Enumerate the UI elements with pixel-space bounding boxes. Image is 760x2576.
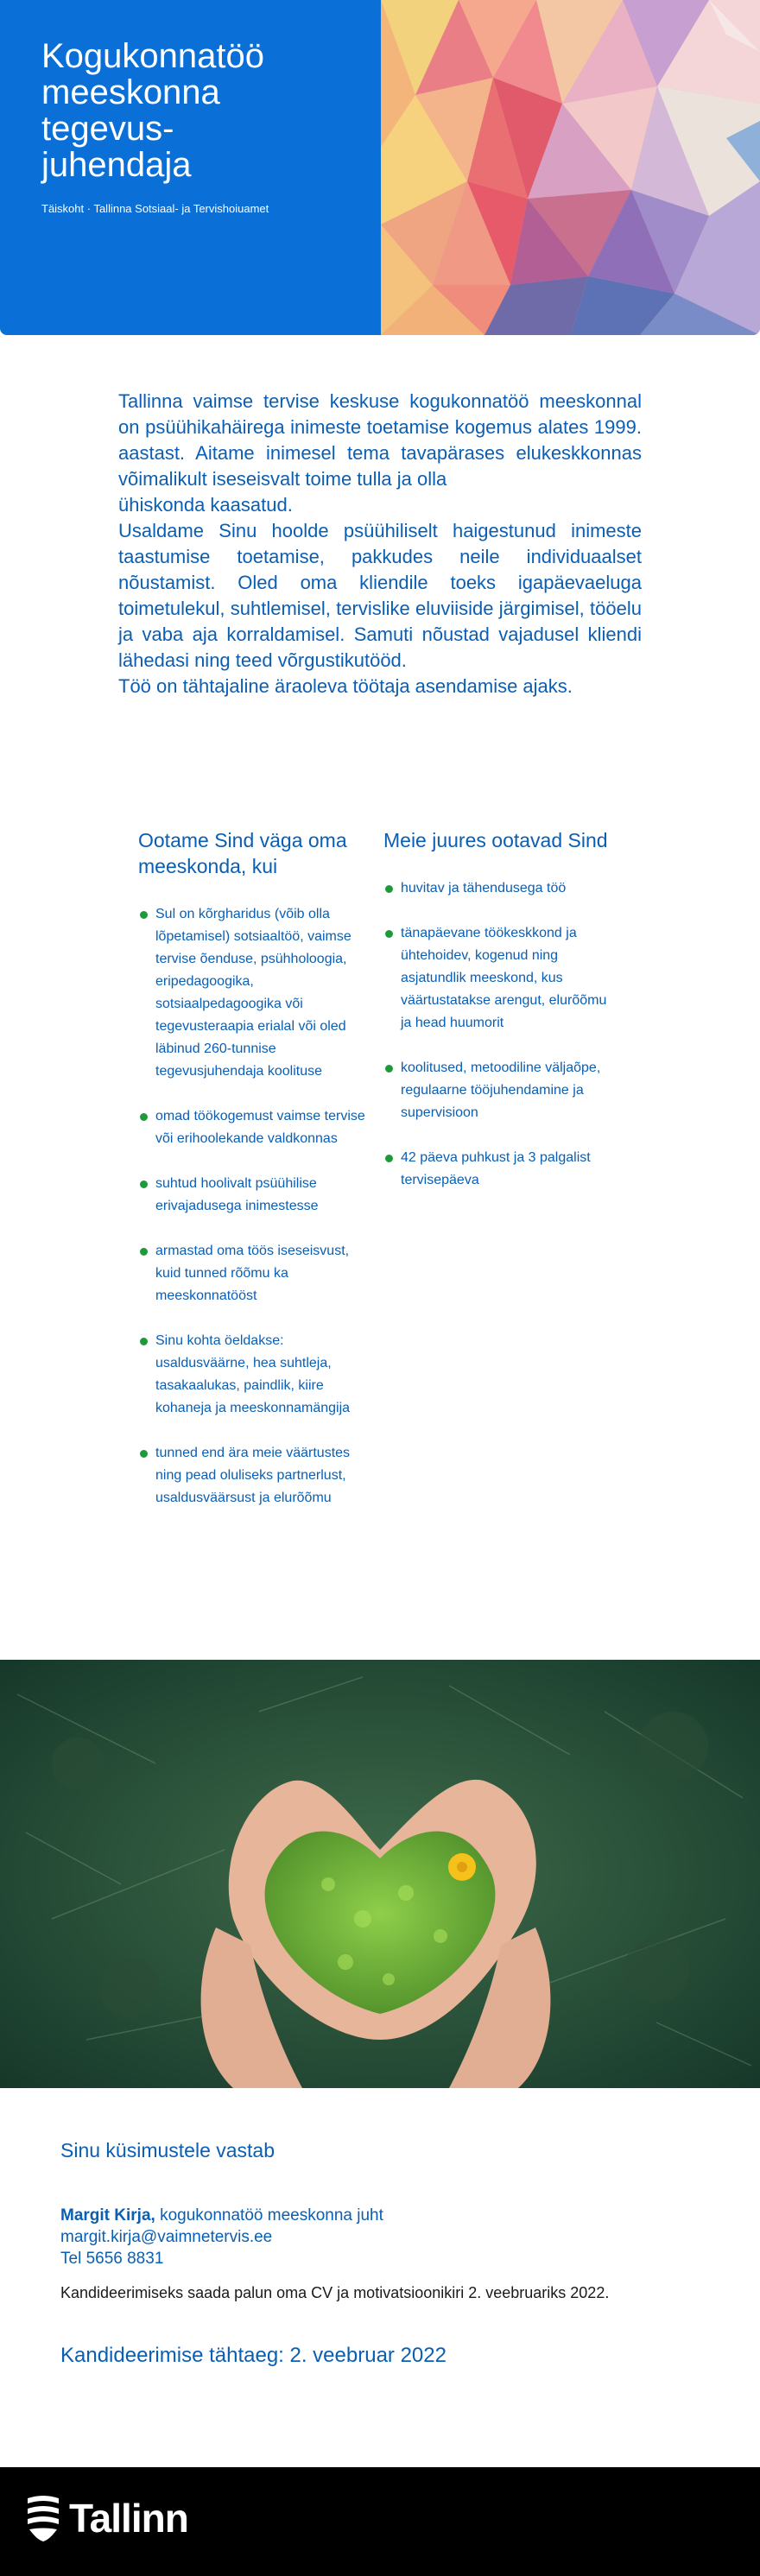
list-item-text: tunned end ära meie väärtustes ning pead oluliseks partnerlust, usaldusväärsust ja elurõõmu [155, 1446, 351, 1505]
list-item [138, 1173, 371, 1218]
list-item-text: tänapäevane töökeskkond ja ühtehoidev, kogenud ning asjatundlik meeskond, kus väärtustatakse arengut, elurõõmu ja head huumorit [401, 926, 607, 1030]
tallinn-logo-icon [26, 2493, 60, 2541]
bullet-dot-icon [385, 1155, 393, 1162]
intro-text [118, 389, 642, 699]
list-item-text: huvitav ja tähendusega töö [401, 881, 567, 896]
footer-brand: Tallinn [69, 2496, 188, 2541]
list-item [383, 877, 617, 900]
list-item [138, 1105, 371, 1150]
list-item [383, 922, 617, 1035]
application-deadline: Kandideerimise tähtaeg: 2. veebruar 2022 [60, 2344, 446, 2367]
intro-paragraph-1-end: ühiskonda kaasatud. [118, 494, 293, 516]
contact-heading: Sinu küsimustele vastab [60, 2139, 276, 2161]
list-item-text: armastad oma töös iseseisvust, kuid tunned rõõmu ka meeskonnatööst [155, 1244, 350, 1303]
list-item [383, 1147, 617, 1192]
list-item-text: Sinu kohta öeldakse: usaldusväärne, hea suhtleja, tasakaalukas, paindlik, kiire kohaneja ja meeskonnamängija [155, 1333, 351, 1415]
list-item-text: 42 päeva puhkust ja 3 palgalist tervisepäeva [401, 1150, 591, 1187]
requirements-column [138, 827, 371, 1532]
contact-email-link[interactable]: margit.kirja@vaimnetervis.ee [60, 2228, 273, 2246]
bullet-dot-icon [140, 1113, 148, 1121]
requirements-list [138, 903, 371, 1510]
hands-moss-photo [0, 1660, 760, 2088]
geometric-pattern-image [381, 0, 760, 335]
list-item [138, 1330, 371, 1420]
benefits-column [383, 827, 617, 1214]
hero-header [0, 0, 760, 335]
intro-paragraph-2: Usaldame Sinu hoolde psüühiliselt haigestunud inimeste taastumise toetamise, pakkudes neile individuaalset nõustamist. Oled oma kliendile toeks igapäevaeluga toimetulekul, suhtlemisel, tervislike eluviiside järgimisel, tööelu ja vaba aja korraldamisel. Samuti nõustad vajadusel kliendi lähedasi ning teed võrgustikutööd. [118, 520, 642, 671]
bullet-dot-icon [140, 1338, 148, 1345]
hero-title-panel [0, 0, 381, 335]
list-item-text: Sul on kõrgharidus (võib olla lõpetamisel) sotsiaaltöö, vaimse tervise õenduse, psühholoogia, eripedagoogika, sotsiaalpedagoogika või tegevusteraapia erialal või oled läbinud 260-tunnise tegevusjuhendaja koolituse [155, 907, 352, 1079]
list-item-text: suhtud hoolivalt psüühilise erivajadusega inimestesse [155, 1176, 319, 1213]
application-note: Kandideerimiseks saada palun oma CV ja motivatsioonikiri 2. veebruariks 2022. [60, 2284, 610, 2301]
benefits-list [383, 877, 617, 1192]
contact-phone: Tel 5656 8831 [60, 2250, 164, 2268]
intro-paragraph-3: Töö on tähtajaline äraoleva töötaja asendamise ajaks. [118, 675, 573, 697]
list-item [138, 903, 371, 1083]
bullet-dot-icon [140, 1248, 148, 1256]
bullet-dot-icon [140, 911, 148, 919]
list-item [138, 1240, 371, 1307]
intro-paragraph-1: Tallinna vaimse tervise keskuse kogukonnatöö meeskonnal on psüühikahäirega inimeste toetamise kogemus alates 1999. aastast. Aitame inimesel tema tavapärases elukeskkonnas võimalikult iseseisvalt toime tulla ja olla [118, 390, 642, 490]
page-title: Kogukonnatöö meeskonna tegevus- juhendaja [41, 37, 265, 184]
requirements-heading: Ootame Sind väga oma meeskonda, kui [138, 829, 347, 877]
benefits-heading: Meie juures ootavad Sind [383, 829, 608, 851]
list-item-text: koolitused, metoodiline väljaõpe, regulaarne tööjuhendamine ja supervisioon [401, 1060, 601, 1120]
contact-person [60, 2206, 383, 2225]
contact-role: kogukonnatöö meeskonna juht [155, 2206, 383, 2225]
bullet-dot-icon [385, 930, 393, 938]
list-item-text: omad töökogemust vaimse tervise või erihoolekande valdkonnas [155, 1109, 365, 1146]
footer [0, 2467, 760, 2576]
page-subtitle: Täiskoht · Tallinna Sotsiaal- ja Tervishoiuamet [41, 202, 269, 215]
list-item [383, 1057, 617, 1124]
bullet-dot-icon [385, 885, 393, 893]
list-item [138, 1442, 371, 1510]
bullet-dot-icon [140, 1450, 148, 1458]
bullet-dot-icon [140, 1180, 148, 1188]
contact-name: Margit Kirja, [60, 2206, 155, 2225]
bullet-dot-icon [385, 1065, 393, 1073]
